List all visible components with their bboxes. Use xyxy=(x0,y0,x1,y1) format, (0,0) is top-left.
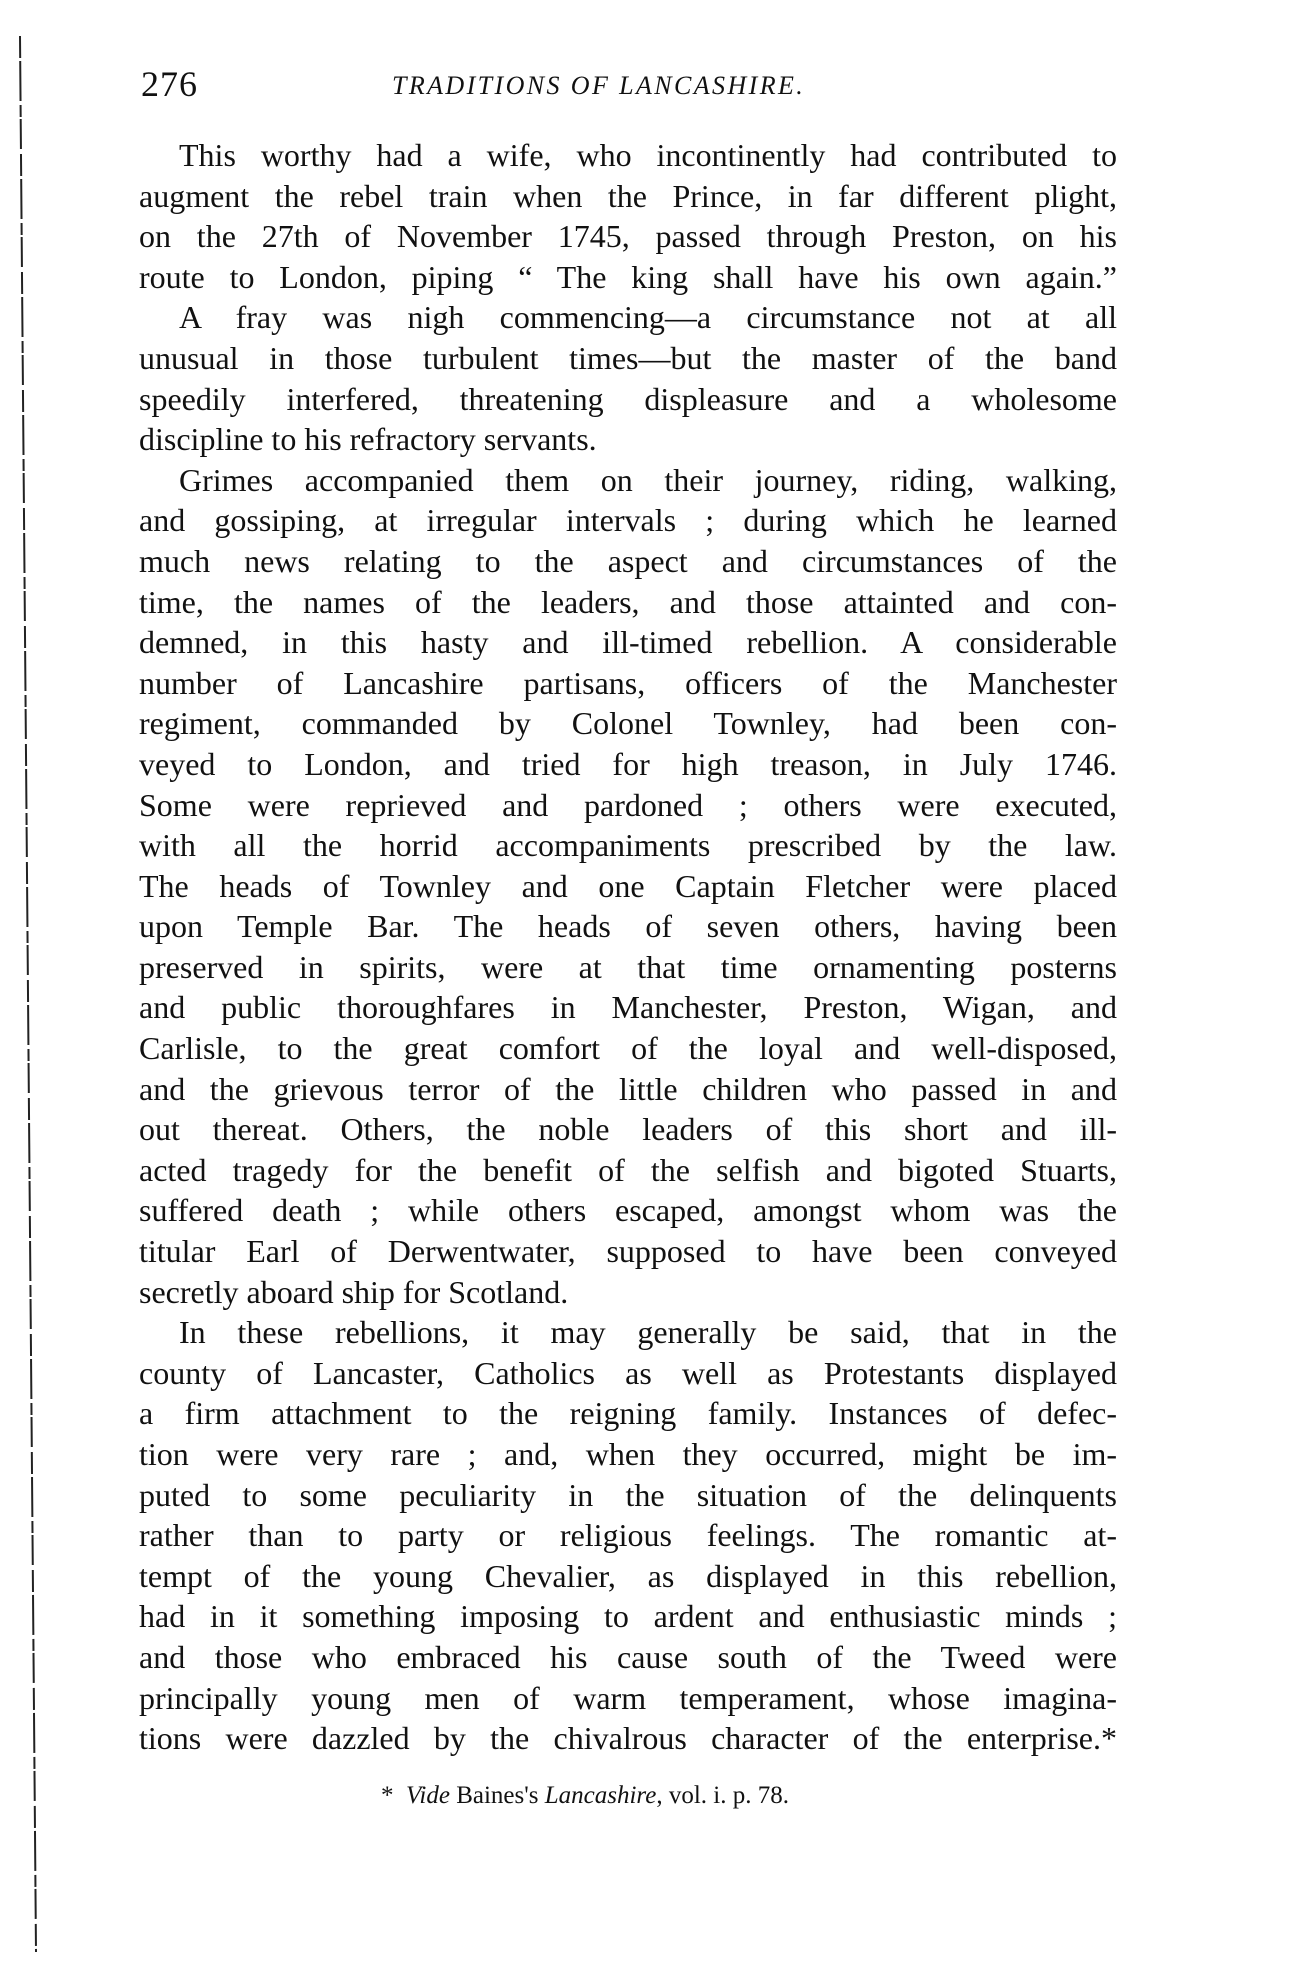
footnote-author: Baines's xyxy=(456,1782,539,1809)
text-line: Carlisle, to the great comfort of the loyal and well-disposed, xyxy=(139,1030,1117,1067)
text-line: tempt of the young Chevalier, as displayed in this rebellion, xyxy=(139,1557,1117,1594)
text-line: The heads of Townley and one Captain Fletcher were placed xyxy=(139,867,1117,904)
text-line: with all the horrid accompaniments prescribed by the law. xyxy=(139,827,1117,864)
text-line: unusual in those turbulent times—but the master of the band xyxy=(139,339,1117,376)
text-line: This worthy had a wife, who incontinently had contributed to xyxy=(179,137,1117,173)
text-line: tions were dazzled by the chivalrous character of the enterprise.* xyxy=(139,1720,1117,1757)
text-line: out thereat. Others, the noble leaders of this short and ill- xyxy=(139,1111,1117,1148)
text-line: Some were reprieved and pardoned ; others were executed, xyxy=(139,786,1117,823)
text-line: and those who embraced his cause south of the Tweed were xyxy=(139,1638,1117,1675)
footnote-citation: , vol. i. p. 78. xyxy=(656,1782,789,1809)
text-line: In these rebellions, it may generally be said, that in the xyxy=(179,1314,1117,1351)
running-title: TRADITIONS OF LANCASHIRE. xyxy=(392,71,806,100)
paragraph xyxy=(139,135,1117,297)
text-line: preserved in spirits, were at that time ornamenting posterns xyxy=(139,948,1117,985)
paragraph xyxy=(139,1312,1117,1759)
text-line: A fray was nigh commencing—a circumstance not at all xyxy=(179,299,1117,336)
footnote-marker: * xyxy=(381,1782,394,1809)
text-line: titular Earl of Derwentwater, supposed to have been conveyed xyxy=(139,1233,1117,1270)
text-line: and the grievous terror of the little children who passed in and xyxy=(139,1070,1117,1107)
text-line: county of Lancaster, Catholics as well as Protestants displayed xyxy=(139,1354,1117,1391)
body-text xyxy=(139,135,1117,1759)
text-line: time, the names of the leaders, and those attainted and con- xyxy=(139,583,1117,620)
text-line: route to London, piping “ The king shall have his own again.” xyxy=(139,258,1117,295)
footnote-vide: Vide xyxy=(406,1782,450,1809)
text-line: principally young men of warm temperament, whose imagina- xyxy=(139,1679,1117,1716)
text-line: regiment, commanded by Colonel Townley, had been con- xyxy=(139,705,1117,742)
text-line: discipline to his refractory servants. xyxy=(139,421,597,458)
text-line: veyed to London, and tried for high treason, in July 1746. xyxy=(139,745,1117,782)
text-line: tion were very rare ; and, when they occurred, might be im- xyxy=(139,1436,1117,1472)
text-line: and gossiping, at irregular intervals ; during which he learned xyxy=(139,502,1117,539)
text-line: upon Temple Bar. The heads of seven others, having been xyxy=(139,908,1117,945)
text-line: a firm attachment to the reigning family. Instances of defec- xyxy=(139,1395,1117,1432)
paragraph xyxy=(139,297,1117,459)
text-line: puted to some peculiarity in the situation of the delinquents xyxy=(139,1476,1117,1513)
running-head xyxy=(0,0,1308,120)
text-line: and public thoroughfares in Manchester, Preston, Wigan, and xyxy=(139,989,1117,1026)
text-line: secretly aboard ship for Scotland. xyxy=(139,1273,569,1310)
text-line: much news relating to the aspect and circumstances of the xyxy=(139,542,1117,579)
footnote xyxy=(381,1780,861,1812)
text-line: speedily interfered, threatening displeasure and a wholesome xyxy=(139,380,1117,417)
page-number: 276 xyxy=(141,64,198,104)
text-line: demned, in this hasty and ill-timed rebellion. A considerable xyxy=(139,624,1117,661)
paragraph xyxy=(139,460,1117,1312)
text-line: had in it something imposing to ardent and enthusiastic minds ; xyxy=(139,1598,1117,1635)
text-line: on the 27th of November 1745, passed through Preston, on his xyxy=(139,218,1117,255)
text-line: augment the rebel train when the Prince, in far different plight, xyxy=(139,177,1117,214)
footnote-work: Lancashire xyxy=(544,1782,657,1809)
text-line: Grimes accompanied them on their journey, riding, walking, xyxy=(179,461,1117,498)
text-line: rather than to party or religious feelings. The romantic at- xyxy=(139,1517,1117,1554)
text-line: suffered death ; while others escaped, amongst whom was the xyxy=(139,1192,1117,1229)
text-line: acted tragedy for the benefit of the selfish and bigoted Stuarts, xyxy=(139,1151,1117,1188)
text-line: number of Lancashire partisans, officers of the Manchester xyxy=(139,664,1117,701)
scan-edge-line xyxy=(0,0,60,1964)
